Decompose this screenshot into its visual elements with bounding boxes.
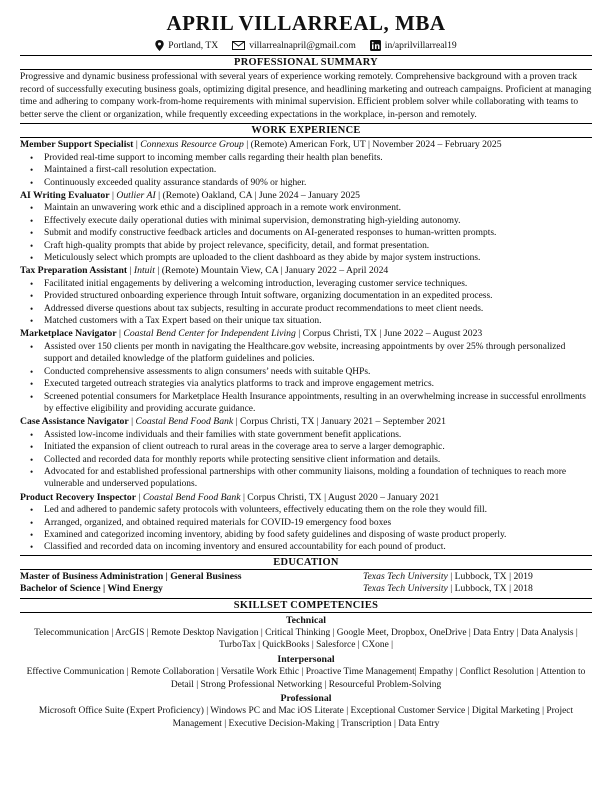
education-heading: EDUCATION <box>20 555 592 570</box>
map-pin-icon <box>155 40 164 51</box>
skill-items: Telecommunication | ArcGIS | Remote Desktop Navigation | Critical Thinking | Google Meet, Dropbox, OneDrive | Data Entry | Data Analysis | TurboTax | QuickBooks | Salesforce | CXone | <box>34 628 578 651</box>
email-link[interactable]: villarrealnapril@gmail.com <box>249 39 356 51</box>
summary-paragraph: Progressive and dynamic business professional with several years of experience working remotely. Comprehensive background with a proven track record of successfully executing business goals, optimizing digital presence, and headlining marketing and outreach campaigns. Proficient at managing time and adhering to company work-from-home requirements with minimal supervision. Efficient problem solver while collaborating with teams to better serve the client or organization, while frequently exceeding expectations in the workplace, in-person and remotely. <box>20 72 592 120</box>
job-header: Tax Preparation Assistant | Intuit | (Remote) Mountain View, CA | January 2022 – April 2024 <box>20 265 389 277</box>
job-bullet: • Screened potential consumers for Marketplace Health Insurance appointments, resulting in an overwhelming increase in successful enrollments by effective eligibility and providing accurate guidance. <box>44 391 592 416</box>
job-bullets <box>20 152 592 189</box>
job-bullets <box>20 504 592 554</box>
education-list <box>20 571 592 596</box>
job-title: Member Support Specialist <box>20 139 134 151</box>
linkedin-link[interactable]: in/aprilvillarreal19 <box>384 39 457 51</box>
degree: Bachelor of Science | Wind Energy <box>20 583 163 595</box>
degree: Master of Business Administration | General Business <box>20 570 242 582</box>
job-bullets <box>20 429 592 491</box>
school-info <box>363 583 533 595</box>
job-bullet: • Advocated for and established professional partnerships with other community liaisons, molding a foundation of techniques to reach more vulnerable and underserved populations. <box>44 466 592 491</box>
candidate-name: APRIL VILLARREAL, MBA <box>166 11 446 35</box>
job-header: Member Support Specialist | Connexus Resource Group | (Remote) American Fork, UT | November 2024 – February 2025 <box>20 139 502 151</box>
job-bullets <box>20 202 592 264</box>
linkedin-icon <box>370 40 381 51</box>
email-item[interactable] <box>232 40 356 51</box>
job-bullet: • Assisted low-income individuals and their families with state government benefit applications. <box>44 429 592 441</box>
skill-items: Effective Communication | Remote Collaboration | Versatile Work Ethic | Proactive Time Management| Empathy | Conflict Resolution | Attention to Detail | Strong Professional Networking | Resourceful Problem-Solving <box>26 667 586 690</box>
job-bullet: • Continuously exceeded quality assurance standards of 90% or higher. <box>44 177 592 189</box>
job-title: AI Writing Evaluator <box>20 190 110 201</box>
job-title: Marketplace Navigator <box>20 328 117 340</box>
job-company: Intuit <box>133 265 155 277</box>
job-bullet: • Submit and modify constructive feedback articles and documents on AI-generated responses to human-written prompts. <box>44 227 592 239</box>
school-details: | Lubbock, TX | 2018 <box>450 583 533 595</box>
experience-list <box>20 139 592 553</box>
job-header: Case Assistance Navigator | Coastal Bend Food Bank | Corpus Christi, TX | January 2021 – September 2021 <box>20 416 446 428</box>
job-title: Product Recovery Inspector <box>20 491 137 503</box>
job-bullet: • Meticulously select which prompts are uploaded to the client dashboard as they abide by major system instructions. <box>44 252 592 264</box>
job-company: Coastal Bend Food Bank <box>135 416 234 428</box>
location-text: Portland, TX <box>168 39 219 51</box>
job-bullet: • Examined and categorized incoming inventory, abiding by food safety guidelines and disposing of waste product properly. <box>44 529 592 541</box>
linkedin-item[interactable] <box>370 40 457 51</box>
education-row <box>20 571 592 583</box>
job-company: Connexus Resource Group <box>140 139 244 151</box>
experience-heading: WORK EXPERIENCE <box>20 123 592 138</box>
job-title: Tax Preparation Assistant <box>20 265 128 277</box>
education-row <box>20 583 592 595</box>
job-details: | Corpus Christi, TX | January 2021 – September 2021 <box>235 416 446 428</box>
skill-items: Microsoft Office Suite (Expert Proficiency) | Windows PC and Mac iOS Literate | Exceptional Customer Service | Digital Marketing | Project Management | Executive Decision-Making | Transcription | Data Entry <box>38 706 574 729</box>
job-bullet: • Led and adhered to pandemic safety protocols with volunteers, effectively educating them on the role they would fill. <box>44 504 592 516</box>
skill-category: Technical <box>286 614 326 626</box>
skills-heading: SKILLSET COMPETENCIES <box>20 598 592 613</box>
envelope-icon <box>232 41 245 50</box>
job-bullet: • Facilitated initial engagements by delivering a welcoming introduction, leveraging customer service techniques. <box>44 278 592 290</box>
job-details: | Corpus Christi, TX | June 2022 – August 2023 <box>298 328 483 340</box>
job-company: Outlier AI <box>116 190 156 201</box>
job-bullets <box>20 278 592 328</box>
school-name: Texas Tech University <box>363 583 448 595</box>
skill-category: Professional <box>280 693 332 705</box>
job-header: AI Writing Evaluator | Outlier AI | (Remote) Oakland, CA | June 2024 – January 2025 <box>20 190 361 201</box>
job-details: | (Remote) Oakland, CA | June 2024 – January 2025 <box>158 190 361 201</box>
job-bullet: • Effectively execute daily operational duties with minimal supervision, demonstrating high-yielding autonomy. <box>44 215 592 227</box>
job-bullet: • Assisted over 150 clients per month in navigating the Healthcare.gov website, increasing appointments by over 25% through personalized support and detailed knowledge of the platform guidelines and policies. <box>44 341 592 366</box>
job-header: Marketplace Navigator | Coastal Bend Center for Independent Living | Corpus Christi, TX | June 2022 – August 2023 <box>20 328 483 340</box>
job-bullet: • Provided structured onboarding experience through Intuit software, organizing documentation in an expedited process. <box>44 290 592 302</box>
school-details: | Lubbock, TX | 2019 <box>450 570 533 582</box>
job-bullet: • Conducted comprehensive assessments to align consumers’ needs with suitable QHPs. <box>44 366 592 378</box>
job-bullet: • Provided real-time support to incoming member calls regarding their health plan benefits. <box>44 152 592 164</box>
job-bullet: • Maintained a first-call resolution expectation. <box>44 164 592 176</box>
job-company: Coastal Bend Center for Independent Living <box>123 328 296 340</box>
job-bullets <box>20 341 592 415</box>
skill-category: Interpersonal <box>277 653 335 665</box>
skills-list <box>20 615 592 731</box>
resume-page <box>20 10 592 730</box>
job-details: | (Remote) Mountain View, CA | January 2022 – April 2024 <box>157 265 389 277</box>
job-bullet: • Arranged, organized, and obtained required materials for COVID-19 emergency food boxes <box>44 517 592 529</box>
job-company: Coastal Bend Food Bank <box>142 491 241 503</box>
job-bullet: • Initiated the expansion of client outreach to rural areas in the coverage area to serve a larger demographic. <box>44 441 592 453</box>
school-info <box>363 571 533 583</box>
job-header: Product Recovery Inspector | Coastal Bend Food Bank | Corpus Christi, TX | August 2020 – January 2021 <box>20 491 440 503</box>
job-bullet: • Executed targeted outreach strategies via analytics platforms to track and improve engagement metrics. <box>44 378 592 390</box>
job-bullet: • Matched customers with a Tax Expert based on their unique tax situation. <box>44 315 592 327</box>
summary-heading: PROFESSIONAL SUMMARY <box>20 55 592 70</box>
job-details: | (Remote) American Fork, UT | November 2024 – February 2025 <box>246 139 502 151</box>
job-bullet: • Classified and recorded data on incoming inventory and ensured accountability for each pound of product. <box>44 541 592 553</box>
job-title: Case Assistance Navigator <box>20 416 129 428</box>
job-bullet: • Maintain an unwavering work ethic and a disciplined approach in a remote work environment. <box>44 202 592 214</box>
job-bullet: • Addressed diverse questions about tax subjects, resulting in accurate product recommendations to meet client needs. <box>44 303 592 315</box>
contact-line <box>20 36 592 54</box>
location-item <box>155 40 218 51</box>
job-details: | Corpus Christi, TX | August 2020 – January 2021 <box>242 491 440 503</box>
school-name: Texas Tech University <box>363 570 448 582</box>
job-bullet: • Collected and recorded data for monthly reports while protecting sensitive client information and details. <box>44 454 592 466</box>
job-bullet: • Craft high-quality prompts that abide by project relevance, specificity, detail, and format presentation. <box>44 240 592 252</box>
